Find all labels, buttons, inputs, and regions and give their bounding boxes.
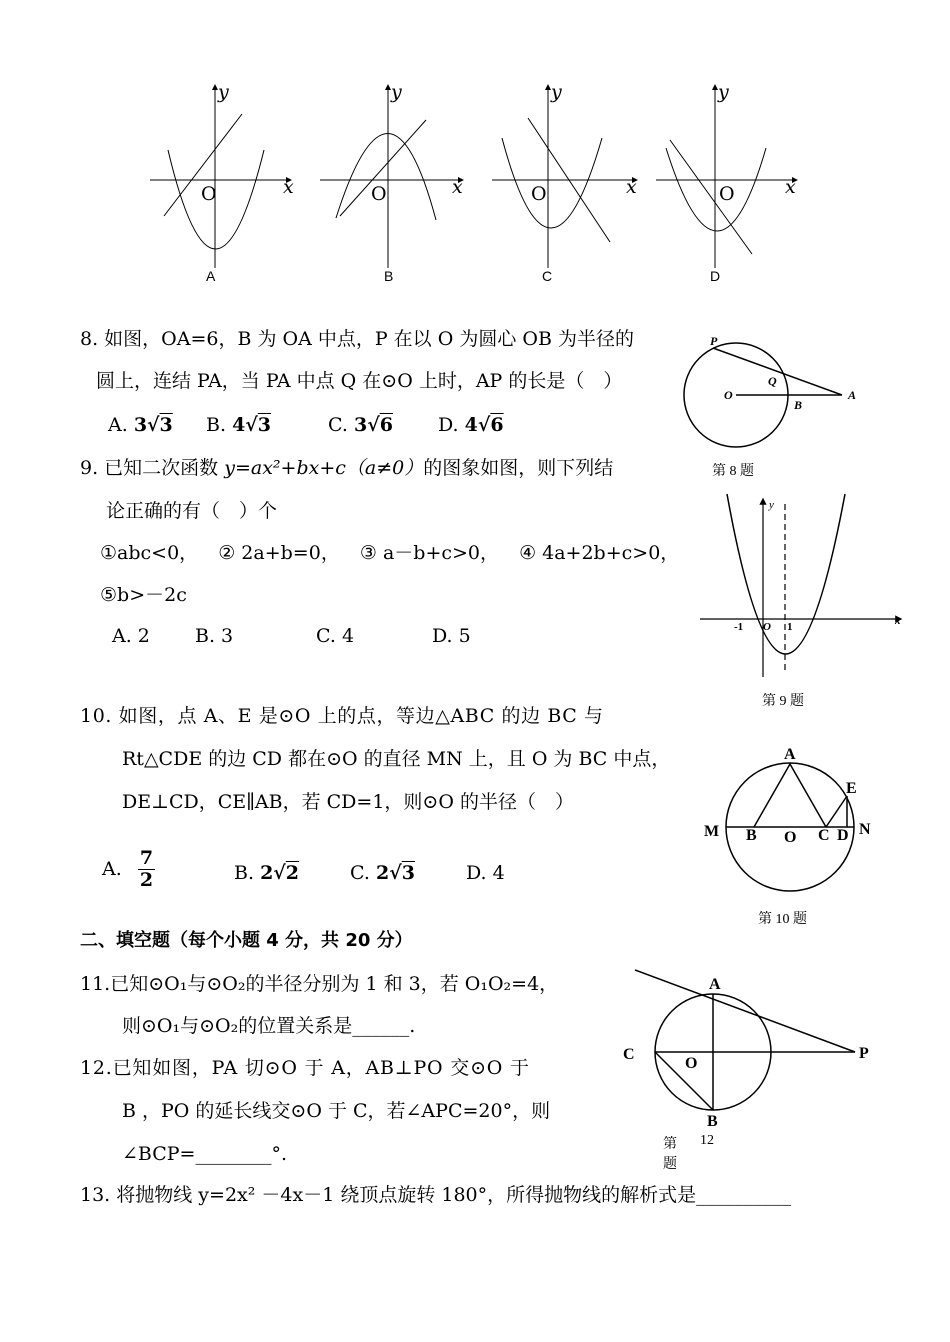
q10-option-b[interactable]: [234, 864, 299, 883]
graph-a-label: A: [206, 268, 216, 284]
graph-b: [320, 86, 462, 268]
q8-option-a-value: 3√3: [133, 414, 173, 436]
q10-line3: DE⊥CD，CE∥AB，若 CD=1，则⊙O 的半径（ ）: [122, 791, 574, 813]
numerator: 7: [139, 847, 154, 869]
radicand: 3: [159, 414, 173, 436]
q8-line2: 圆上，连结 PA，当 PA 中点 Q 在⊙O 上时，AP 的长是（ ）: [96, 370, 623, 392]
q8-option-b[interactable]: [206, 416, 271, 435]
coef: 4: [232, 414, 246, 436]
q9-formula: y=ax²+bx+c（a≠0）: [224, 457, 424, 479]
graph-d: [656, 86, 796, 268]
graph-c: [492, 86, 636, 268]
q9-statement-5: ⑤b>－2c: [100, 584, 187, 606]
q10-option-d[interactable]: D. 4: [466, 862, 505, 884]
graph-a-y-label: y: [218, 81, 229, 103]
graph-a: [150, 86, 290, 268]
q9-statements: [100, 544, 679, 563]
graph-d-label: D: [710, 268, 721, 284]
q9-statement-2: ② 2a+b=0，: [218, 542, 340, 564]
q9-line1: [80, 459, 613, 478]
radicand: 6: [490, 414, 504, 436]
radicand: 3: [257, 414, 272, 436]
q12-figure: [615, 960, 885, 1135]
q8-option-d[interactable]: [438, 416, 504, 435]
q9-origin: O: [763, 621, 771, 633]
radicand: 3: [401, 862, 415, 884]
q12-point-o: O: [685, 1055, 698, 1072]
q10-option-a-letter: A.: [102, 857, 122, 880]
graph-b-origin: O: [371, 183, 387, 205]
q9-y-label: y: [769, 499, 774, 511]
denominator: 2: [139, 868, 154, 891]
q13-line1: 13. 将抛物线 y=2x² －4x－1 绕顶点旋转 180°，所得抛物线的解析式是__________: [80, 1184, 792, 1206]
graph-c-x-label: x: [626, 176, 637, 198]
q8-caption: 第 8 题: [712, 464, 754, 479]
q10-point-e: E: [846, 780, 857, 797]
q10-option-c-value: 2√3: [375, 862, 415, 884]
graph-c-y-label: y: [551, 81, 562, 103]
q9-statement-1: ①abc<0，: [100, 542, 199, 564]
q9-option-a[interactable]: A. 2: [112, 625, 150, 647]
q12-caption-c: 题: [663, 1157, 677, 1172]
graph-b-label: B: [384, 268, 394, 284]
q10-point-m: M: [704, 823, 720, 840]
q8-line1: 8. 如图，OA=6，B 为 OA 中点，P 在以 O 为圆心 OB 为半径的: [80, 328, 634, 350]
graph-d-x-label: x: [785, 176, 796, 198]
graph-c-origin: O: [531, 183, 547, 205]
q9-option-c[interactable]: C. 4: [316, 625, 355, 647]
q10-point-o: O: [784, 829, 797, 846]
q12-caption-b: 12: [700, 1133, 714, 1148]
q11-line2: 则⊙O₁与⊙O₂的位置关系是______.: [122, 1015, 416, 1037]
q8-point-b: B: [794, 398, 803, 412]
radicand: 6: [379, 414, 393, 436]
q8-option-d-value: 4√6: [464, 414, 504, 436]
graph-b-y-label: y: [391, 81, 402, 103]
graph-a-x-label: x: [283, 176, 294, 198]
q10-option-c[interactable]: [350, 864, 415, 883]
q10-line1: 10. 如图，点 A、E 是⊙O 上的点，等边△ABC 的边 BC 与: [80, 705, 604, 727]
q10-option-a-fraction: [138, 848, 155, 891]
q10-caption: 第 10 题: [758, 912, 807, 927]
coef: 3: [133, 414, 148, 436]
q12-line2: B ，PO 的延长线交⊙O 于 C，若∠APC=20°，则: [122, 1100, 551, 1122]
q12-point-c: C: [623, 1046, 635, 1063]
q10-line2: Rt△CDE 的边 CD 都在⊙O 的直径 MN 上，且 O 为 BC 中点，: [122, 748, 671, 770]
q10-figure: [700, 740, 885, 900]
q8-point-q: Q: [768, 374, 777, 388]
q9-caption: 第 9 题: [762, 694, 804, 709]
graph-d-origin: O: [719, 183, 735, 205]
graph-c-label: C: [542, 268, 553, 284]
q12-point-a: A: [709, 976, 721, 993]
q10-point-b: B: [746, 827, 757, 844]
q8-option-b-letter: B.: [206, 414, 227, 436]
q8-figure: [680, 325, 870, 455]
q12-point-b: B: [707, 1113, 718, 1130]
q9-tick-1: 1: [787, 621, 793, 633]
q10-option-a[interactable]: [102, 848, 155, 891]
q12-caption-a: 第: [663, 1137, 677, 1152]
q12-line3: ∠BCP=________°.: [122, 1143, 288, 1165]
q8-option-c[interactable]: [328, 416, 393, 435]
q12-line1: 12.已知如图，PA 切⊙O 于 A，AB⊥PO 交⊙O 于: [80, 1057, 530, 1079]
radicand: 2: [285, 862, 300, 884]
q10-point-d: D: [837, 827, 849, 844]
section2-title: 二、填空题（每个小题 4 分，共 20 分）: [80, 930, 413, 951]
q10-point-c: C: [818, 827, 830, 844]
coef: 2: [375, 862, 390, 884]
coef: 4: [464, 414, 478, 436]
q10-option-c-letter: C.: [350, 862, 370, 884]
q8-point-a: A: [848, 388, 857, 402]
q10-option-b-value: 2√2: [260, 862, 300, 884]
graph-b-x-label: x: [452, 176, 463, 198]
q8-point-p: P: [710, 334, 718, 348]
q9-statement-4: ④ 4a+2b+c>0，: [519, 542, 680, 564]
q10-point-n: N: [859, 821, 871, 838]
q9-line2: 论正确的有（ ）个: [106, 500, 278, 522]
q9-option-b[interactable]: B. 3: [195, 625, 234, 647]
q8-option-b-value: 4√3: [232, 414, 272, 436]
q9-option-d[interactable]: D. 5: [432, 625, 471, 647]
q8-option-c-letter: C.: [328, 414, 348, 436]
coef: 3: [353, 414, 368, 436]
q9-x-label: x: [895, 615, 901, 627]
graph-d-y-label: y: [718, 81, 729, 103]
q10-option-b-letter: B.: [234, 862, 255, 884]
q8-option-a[interactable]: [108, 416, 173, 435]
q8-option-a-letter: A.: [108, 414, 128, 436]
q9-figure: [695, 492, 910, 682]
q10-point-a: A: [784, 746, 796, 763]
q11-line1: 11.已知⊙O₁与⊙O₂的半径分别为 1 和 3，若 O₁O₂=4，: [80, 973, 559, 995]
q7-graphs: [140, 78, 820, 298]
q9-line1-post: 的图象如图，则下列结: [423, 457, 614, 479]
graph-a-origin: O: [201, 183, 217, 205]
q9-line1-pre: 9. 已知二次函数: [80, 457, 225, 479]
q9-statement-3: ③ a－b+c>0，: [359, 542, 500, 564]
q8-point-o: O: [724, 388, 733, 402]
q8-option-c-value: 3√6: [353, 414, 393, 436]
q8-option-d-letter: D.: [438, 414, 459, 436]
q9-tick-neg1: -1: [734, 621, 744, 633]
q12-point-p: P: [859, 1045, 869, 1062]
coef: 2: [260, 862, 274, 884]
